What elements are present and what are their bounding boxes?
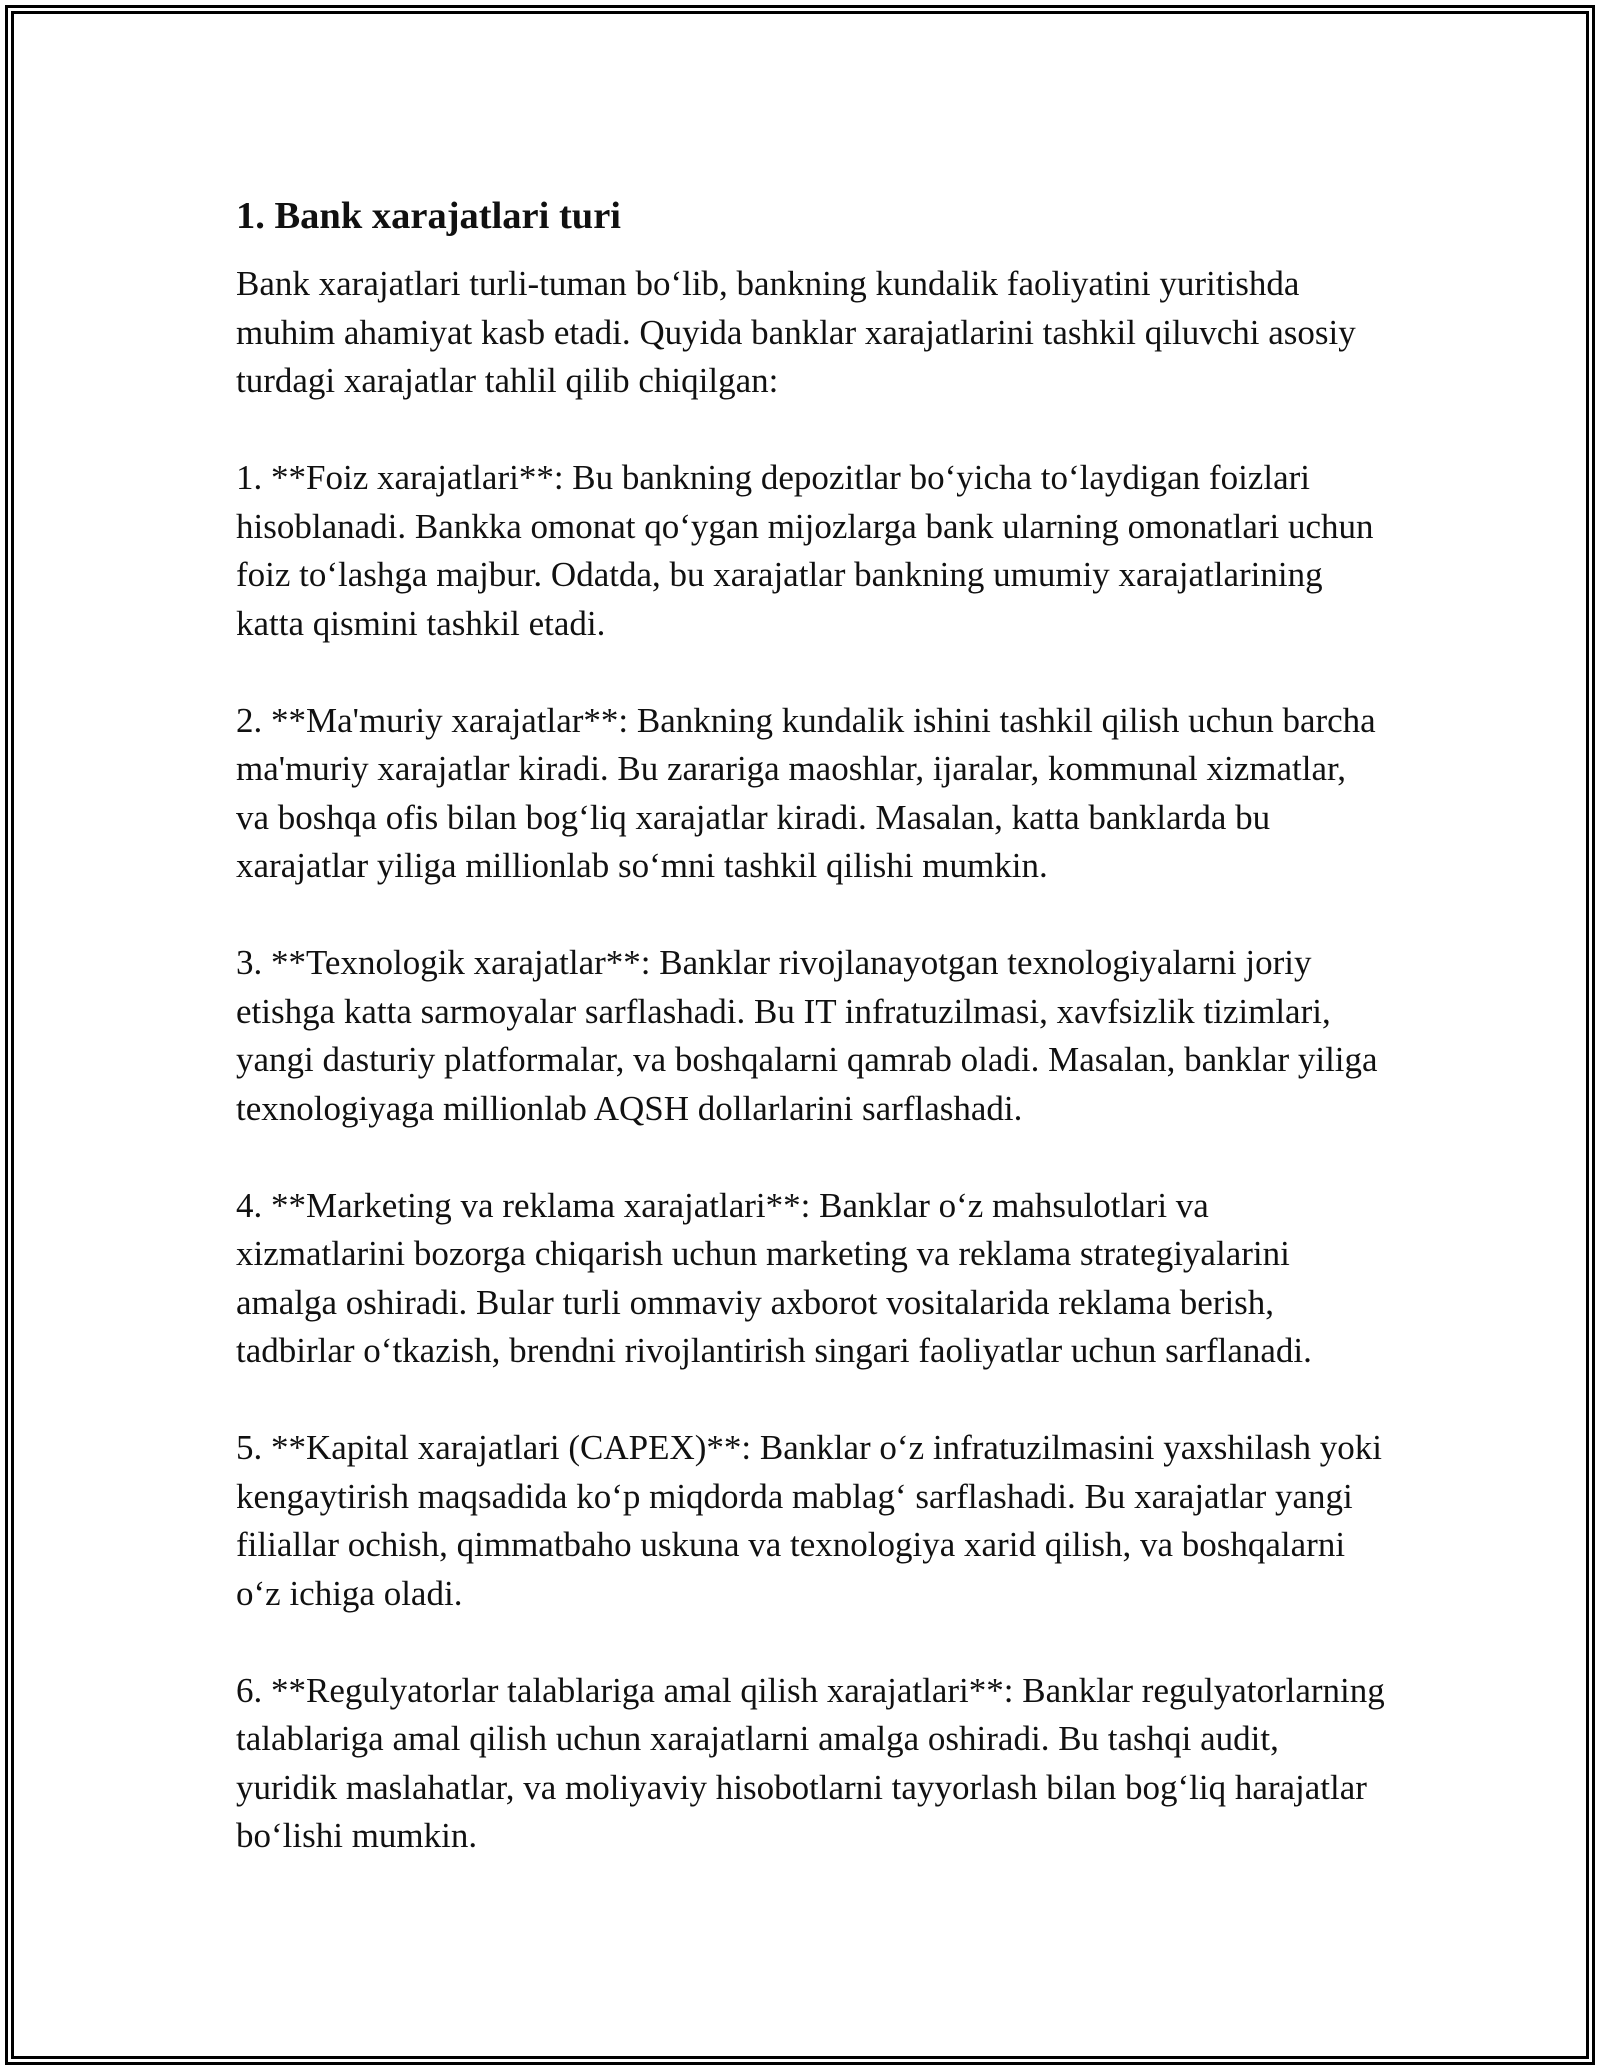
list-item-regulatory-expenses: 6. **Regulyatorlar talablariga amal qilish xarajatlari**: Banklar regulyatorlarning talablariga amal qilish uchun xarajatlarni amalga oshiradi. Bu tashqi audit, yuridik maslahatlar, va moliyaviy hisobotlarni tayyorlash bilan bog‘liq harajatlar bo‘lishi mumkin. [236, 1670, 1385, 1855]
list-item-interest-expenses: 1. **Foiz xarajatlari**: Bu bankning depozitlar bo‘yicha to‘laydigan foizlari hisoblanadi. Bankka omonat qo‘ygan mijozlarga bank ularning omonatlari uchun foiz to‘lashga majbur. Odatda, bu xarajatlar bankning umumiy xarajatlarining katta qismini tashkil etadi. [236, 458, 1374, 643]
intro-paragraph: Bank xarajatlari turli-tuman bo‘lib, bankning kundalik faoliyatini yuritishda muhim ahamiyat kasb etadi. Quyida banklar xarajatlarini tashkil qiluvchi asosiy turdagi xarajatlar tahlil qilib chiqilgan: [236, 264, 1356, 400]
list-item-technology-expenses: 3. **Texnologik xarajatlar**: Banklar rivojlanayotgan texnologiyalarni joriy etishga katta sarmoyalar sarflashadi. Bu IT infratuzilmasi, xavfsizlik tizimlari, yangi dasturiy platformalar, va boshqalarni qamrab oladi. Masalan, banklar yiliga texnologiyaga millionlab AQSH dollarlarini sarflashadi. [236, 943, 1378, 1128]
list-item-capital-expenses: 5. **Kapital xarajatlari (CAPEX)**: Banklar o‘z infratuzilmasini yaxshilash yoki kengaytirish maqsadida ko‘p miqdorda mablag‘ sarflashadi. Bu xarajatlar yangi filiallar ochish, qimmatbaho uskuna va texnologiya xarid qilish, va boshqalarni o‘z ichiga oladi. [236, 1428, 1382, 1613]
section-heading: 1. Bank xarajatlari turi [236, 195, 621, 237]
list-item-administrative-expenses: 2. **Ma'muriy xarajatlar**: Bankning kundalik ishini tashkil qilish uchun barcha ma'muriy xarajatlar kiradi. Bu zarariga maoshlar, ijaralar, kommunal xizmatlar, va boshqa ofis bilan bog‘liq xarajatlar kiradi. Masalan, katta banklarda bu xarajatlar yiliga millionlab so‘mni tashkil qilishi mumkin. [236, 700, 1376, 885]
document-body [236, 190, 1386, 1861]
list-item-marketing-expenses: 4. **Marketing va reklama xarajatlari**: Banklar o‘z mahsulotlari va xizmatlarini bozorga chiqarish uchun marketing va reklama strategiyalarini amalga oshiradi. Bular turli ommaviy axborot vositalarida reklama berish, tadbirlar o‘tkazish, brendni rivojlantirish singari faoliyatlar uchun sarflanadi. [236, 1185, 1312, 1370]
